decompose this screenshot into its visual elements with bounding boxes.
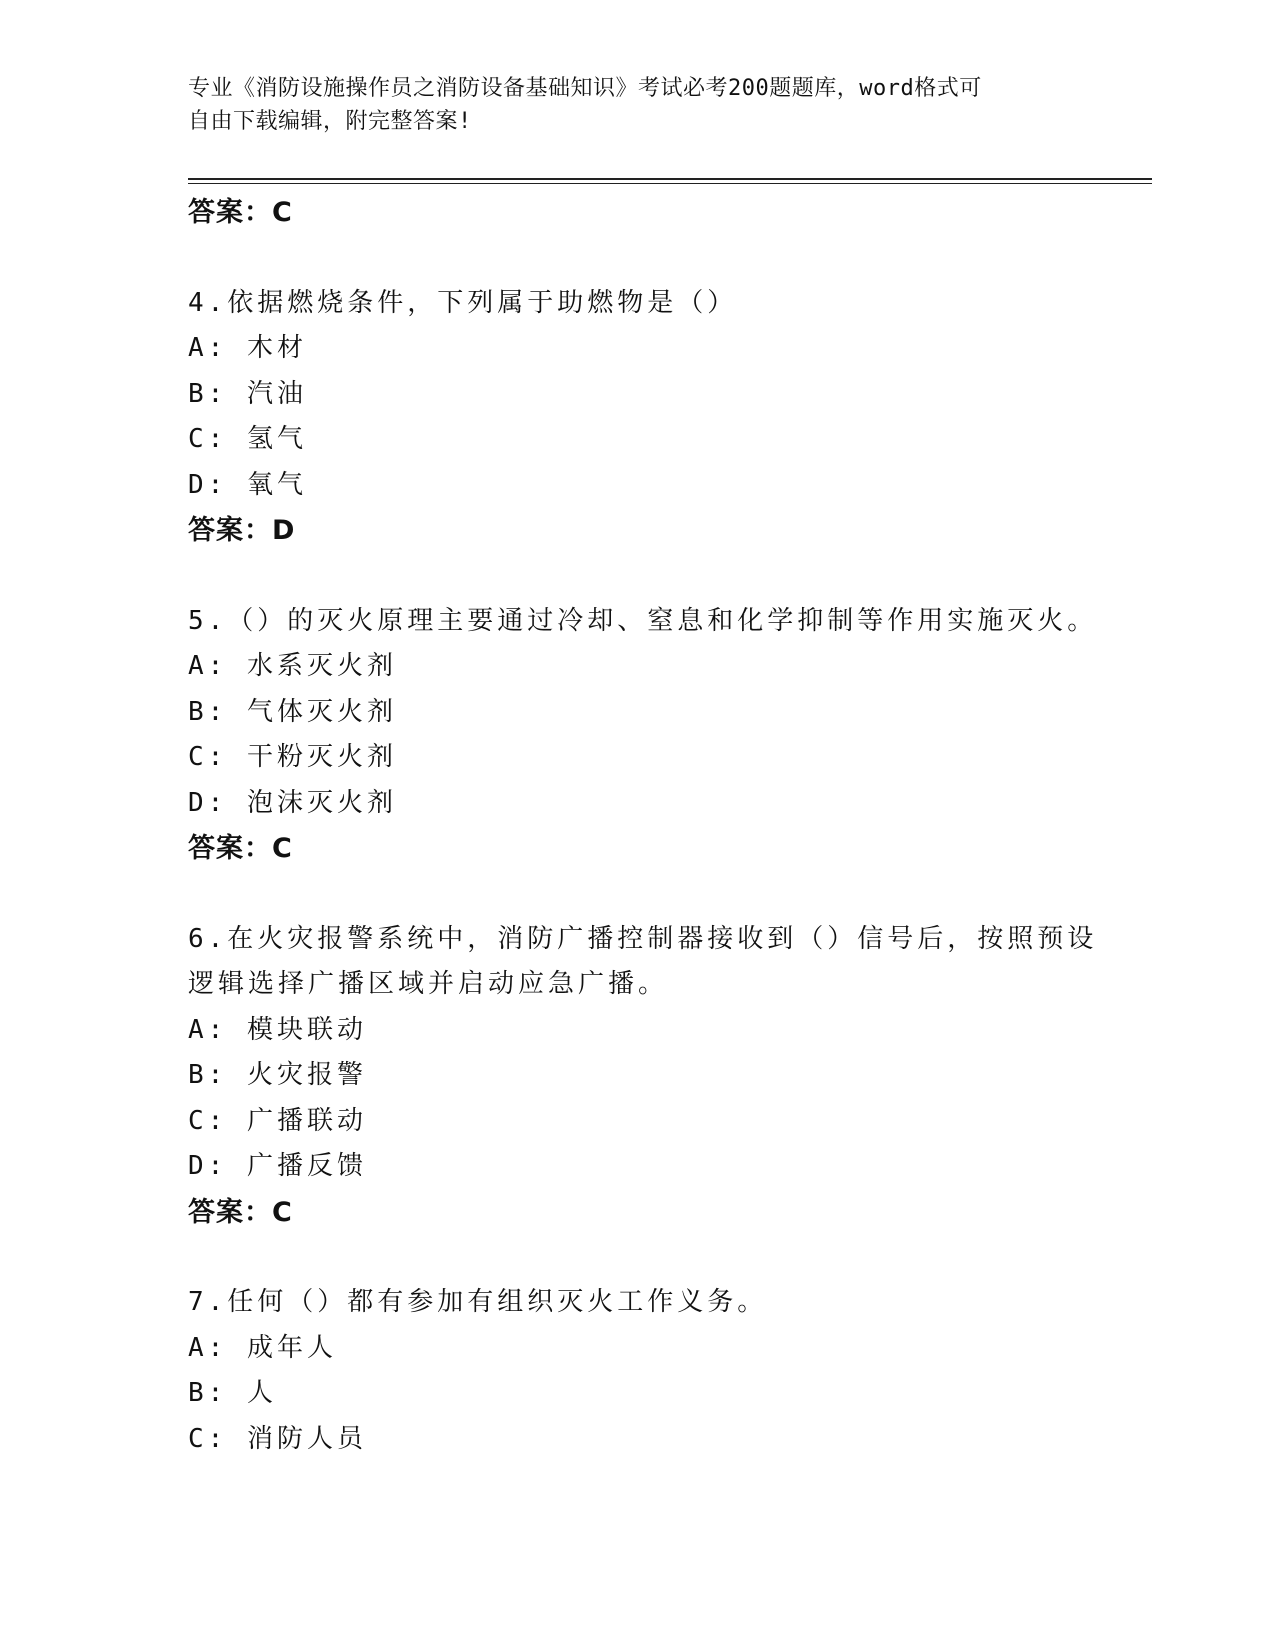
answer-q6: 答案：C — [188, 1196, 293, 1228]
question-5 — [188, 599, 1148, 872]
option-a: A: 水系灭火剂 — [188, 651, 397, 681]
header-divider-thin — [188, 183, 1152, 184]
question-7 — [188, 1280, 1148, 1462]
answer-q5: 答案：C — [188, 833, 293, 864]
question-4 — [188, 281, 1148, 554]
option-b: B: 气体灭火剂 — [188, 696, 397, 727]
option-b: B: 火灾报警 — [188, 1060, 367, 1090]
question-stem: 5.（）的灭火原理主要通过冷却、窒息和化学抑制等作用实施灭火。 — [188, 605, 1098, 636]
option-c: C: 氢气 — [188, 424, 307, 454]
option-a: A: 木材 — [188, 333, 307, 363]
option-a: A: 成年人 — [188, 1332, 337, 1363]
option-d: D: 氧气 — [188, 469, 307, 500]
question-stem: 7.任何（）都有参加有组织灭火工作义务。 — [188, 1287, 768, 1317]
option-d: D: 广播反馈 — [188, 1151, 367, 1181]
header-line-2: 自由下载编辑，附完整答案! — [188, 109, 472, 134]
option-c: C: 广播联动 — [188, 1105, 367, 1136]
option-a: A: 模块联动 — [188, 1014, 367, 1045]
header-divider-thick — [188, 178, 1152, 180]
question-stem-line-1: 6.在火灾报警系统中，消防广播控制器接收到（）信号后，按照预设 — [188, 923, 1098, 954]
question-stem: 4.依据燃烧条件，下列属于助燃物是（） — [188, 287, 738, 318]
question-list — [188, 190, 1148, 1462]
question-6 — [188, 917, 1148, 1236]
answer-q4: 答案：D — [188, 515, 296, 546]
option-c: C: 消防人员 — [188, 1423, 367, 1454]
document-header — [188, 72, 1088, 138]
option-d: D: 泡沫灭火剂 — [188, 787, 397, 818]
option-b: B: 人 — [188, 1378, 277, 1408]
header-line-1: 专业《消防设施操作员之消防设备基础知识》考试必考200题题库，word格式可 — [188, 76, 982, 101]
option-b: B: 汽油 — [188, 378, 307, 409]
option-c: C: 干粉灭火剂 — [188, 742, 397, 772]
answer-q3: 答案：C — [188, 197, 293, 228]
question-stem-line-2: 逻辑选择广播区域并启动应急广播。 — [188, 969, 669, 999]
